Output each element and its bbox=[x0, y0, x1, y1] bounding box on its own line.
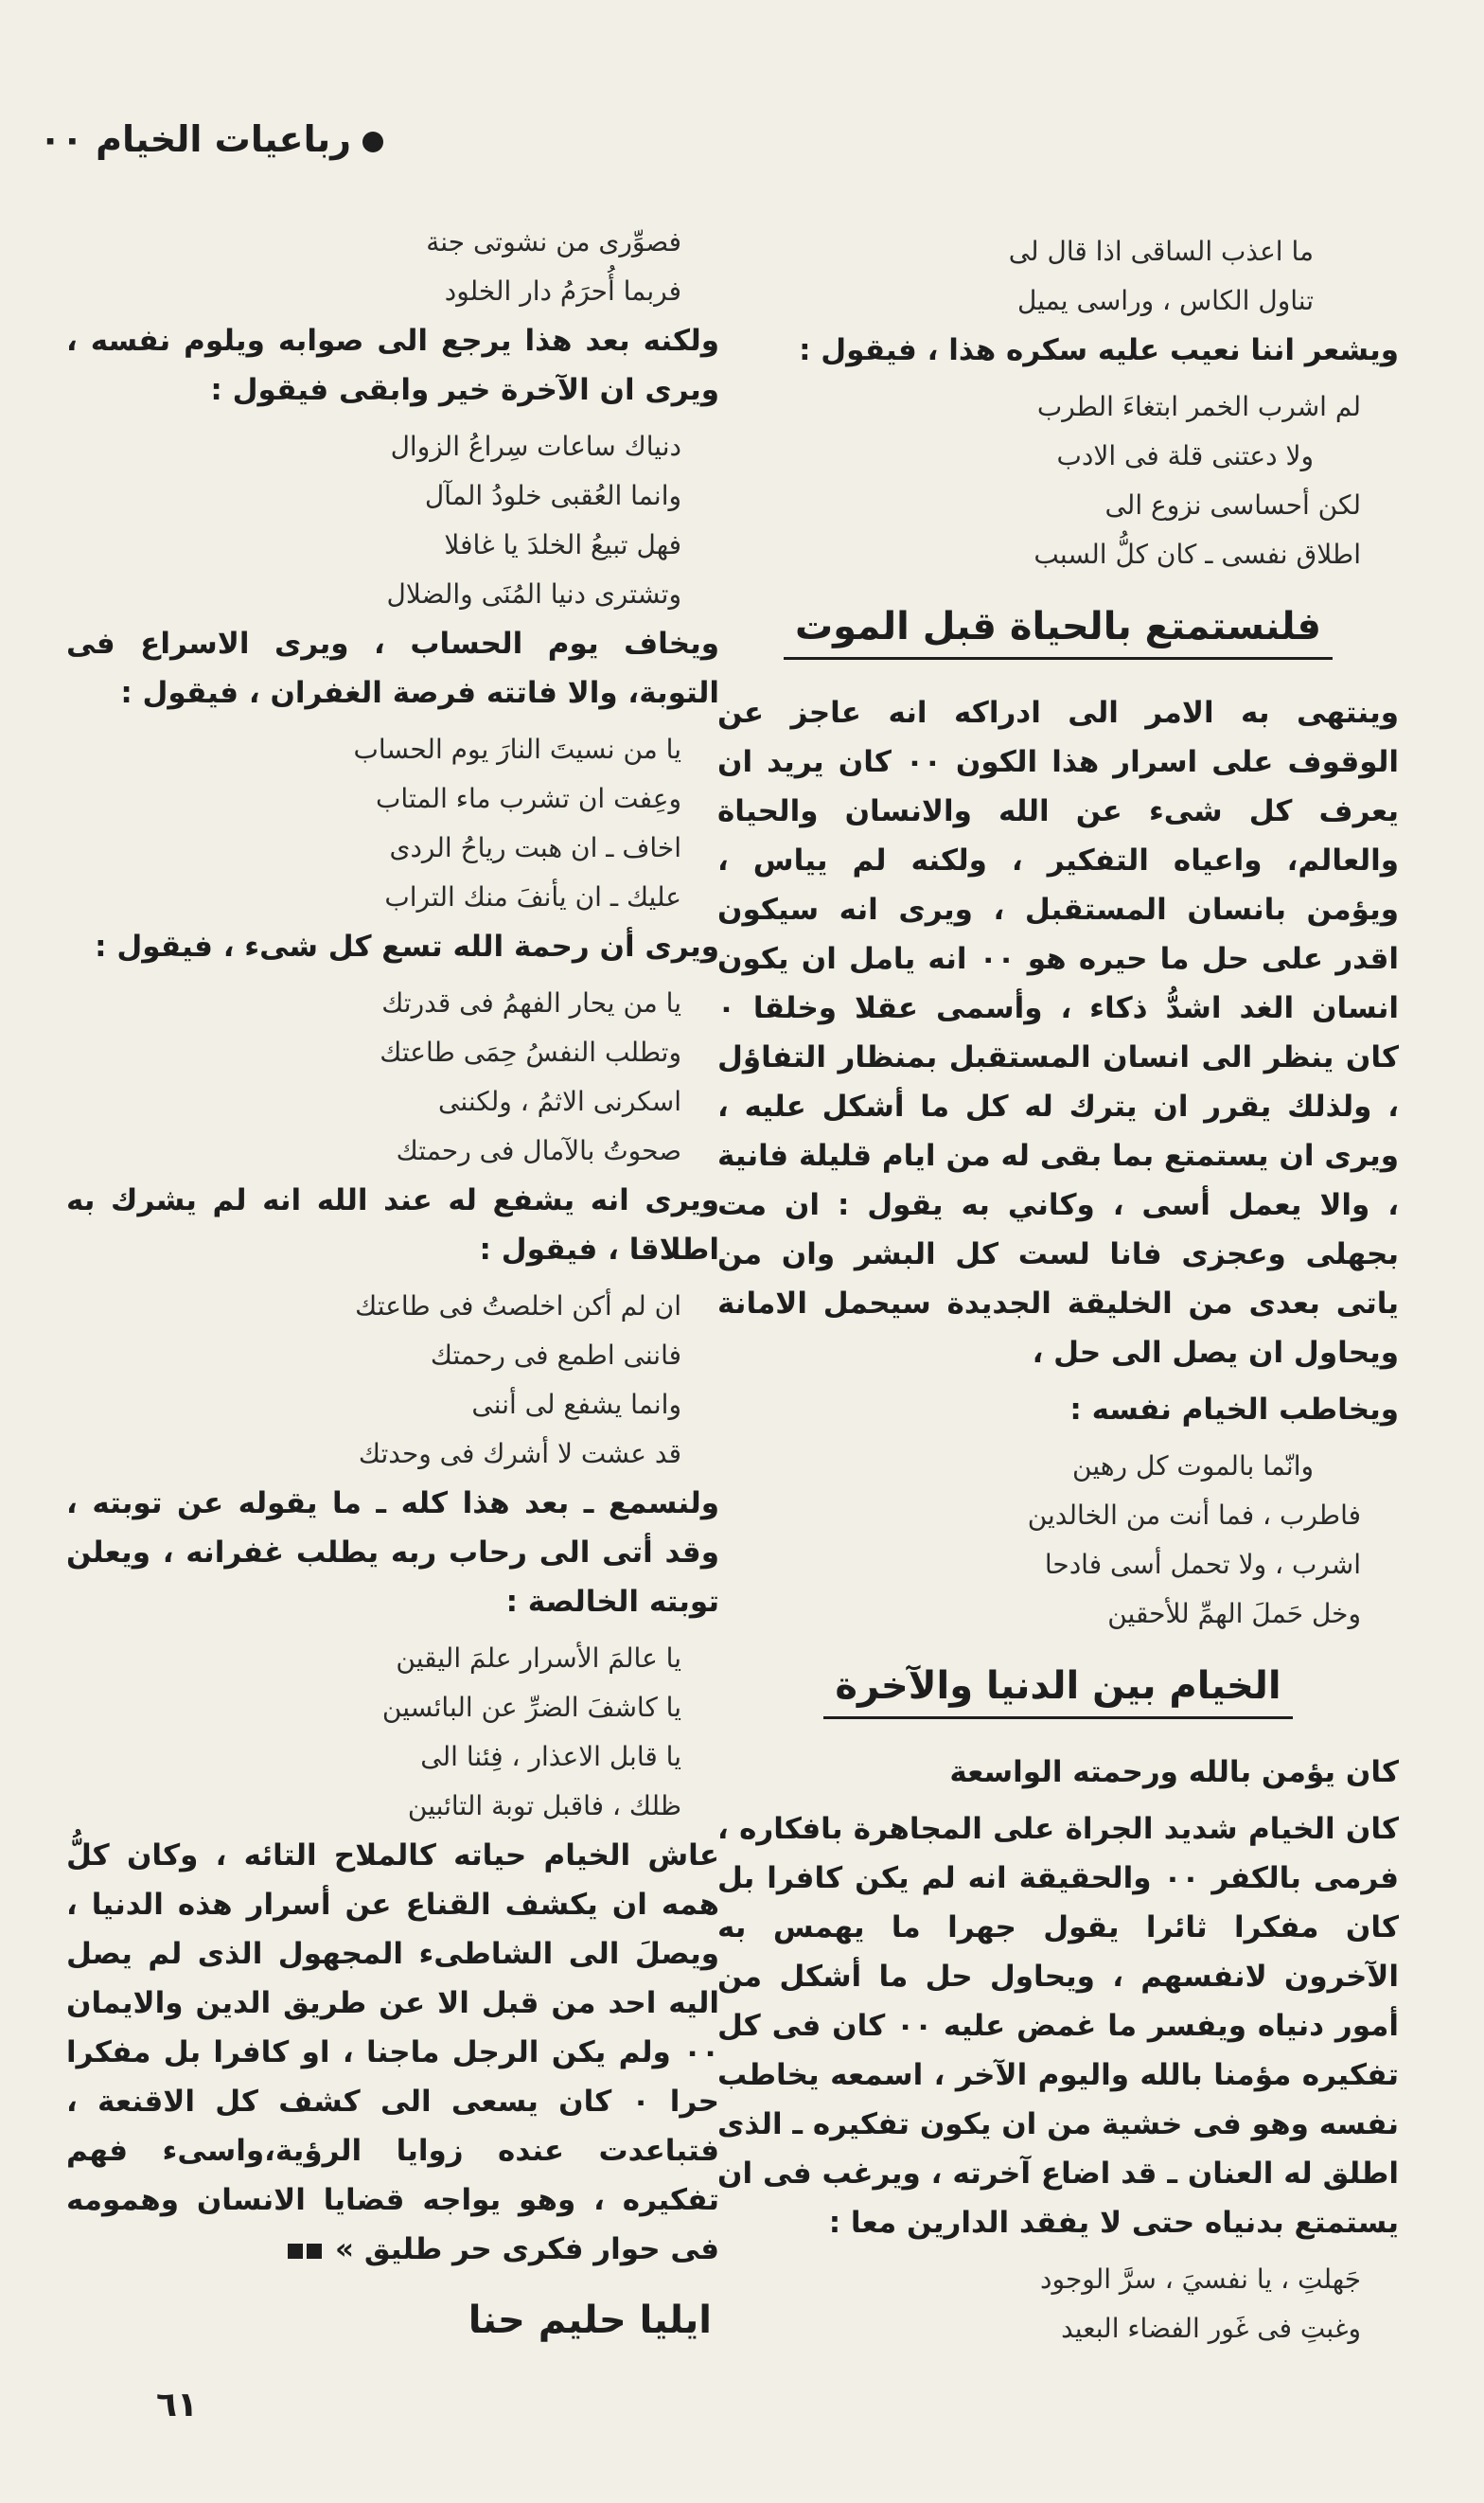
verse-line: جَهلتِ ، يا نفسيَ ، سرَّ الوجود bbox=[1040, 2263, 1361, 2295]
prose-paragraph: ويشعر اننا نعيب عليه سكره هذا ، فيقول : bbox=[799, 333, 1399, 367]
verse-line: يا قابل الاعذار ، فِئنا الى bbox=[420, 1741, 681, 1772]
prose-paragraph: ويخاف يوم الحساب ، ويرى الاسراع فى التوبة، والا فاتته فرصة الغفران ، فيقول : bbox=[66, 627, 719, 710]
verse-line: فاننى اطمع فى رحمتك bbox=[430, 1340, 681, 1371]
verse-line: وانّما بالموت كل رهين bbox=[1072, 1450, 1314, 1482]
verse-line: ما اعذب الساقى اذا قال لى bbox=[1008, 236, 1314, 267]
verse-line: فصوِّرى من نشوتى جنة bbox=[426, 226, 681, 257]
running-header bbox=[39, 118, 383, 160]
verse-line: اشرب ، ولا تحمل أسى فادحا bbox=[1044, 1549, 1361, 1580]
section-heading-world-and-hereafter: الخيام بين الدنيا والآخرة bbox=[717, 1660, 1399, 1719]
verse-line: يا عالمَ الأسرار علمَ اليقين bbox=[396, 1642, 681, 1674]
verse-line: اسكرنى الاثمُ ، ولكننى bbox=[438, 1086, 681, 1117]
verse-line: لم اشرب الخمر ابتغاءَ الطرب bbox=[1036, 391, 1361, 422]
verse-line: ظلك ، فاقبل توبة التائبين bbox=[407, 1790, 681, 1821]
prose-paragraph: كان يؤمن بالله ورحمته الواسعة bbox=[949, 1755, 1399, 1789]
verse-line: لكن أحساسى نزوع الى bbox=[1104, 489, 1361, 521]
right-column bbox=[717, 227, 1399, 2386]
verse-line: وانما العُقبى خلودُ المآل bbox=[424, 480, 681, 511]
verse-line: اخاف ـ ان هبت رياحُ الردى bbox=[389, 832, 681, 863]
verse-line: فهل تبيعُ الخلدَ يا غافلا bbox=[444, 529, 681, 560]
verse-line: دنياك ساعات سِراعُ الزوال bbox=[390, 431, 681, 462]
prose-paragraph: عاش الخيام حياته كالملاح التائه ، وكان كلُّ همه ان يكشف القناع عن أسرار هذه الدنيا ، ويصلَ الى الشاطىء المجهول الذى لم يصل اليه احد من قبل الا عن طريق الدين والايمان ٠٠ ولم يكن الرجل ماجنا ، او كافرا بل مفكرا حرا ٠ كان يسعى الى كشف كل الاقنعة ، فتباعدت عنده زوايا الرؤية،واسىء فهم تفكيره ، وهو يواجه قضايا الانسان وهمومه فى حوار فكرى حر طليق » bbox=[66, 1831, 719, 2274]
verse-line: فربما أُحرَمُ دار الخلود bbox=[444, 275, 681, 307]
verse-line: قد عشت لا أشرك فى وحدتك bbox=[358, 1438, 681, 1469]
verse-line: فاطرب ، فما أنت من الخالدين bbox=[1027, 1500, 1361, 1531]
prose-paragraph: ولكنه بعد هذا يرجع الى صوابه ويلوم نفسه ، ويرى ان الآخرة خير وابقى فيقول : bbox=[66, 324, 719, 407]
verse-line: وخل حَملَ الهمِّ للأحقين bbox=[1107, 1598, 1361, 1629]
verse-line: يا من يحار الفهمُ فى قدرتك bbox=[381, 987, 681, 1019]
verse-line: عليك ـ ان يأنفَ منك التراب bbox=[384, 881, 681, 913]
prose-paragraph: كان الخيام شديد الجراة على المجاهرة بافكاره ، فرمى بالكفر ٠٠ والحقيقة انه لم يكن كافرا بل كان مفكرا ثائرا يقول جهرا ما يهمس به الآخرون لانفسهم ، ويحاول حل ما أشكل من أمور دنياه ويفسر ما غمض عليه ٠٠ كان فى كل تفكيره مؤمنا بالله واليوم الآخر ، اسمعه يخاطب نفسه وهو فى خشية من ان يكون تفكيره ـ الذى اطلق له العنان ـ قد اضاع آخرته ، ويرغب فى ان يستمتع بدنياه حتى لا يفقد الدارين معا : bbox=[717, 1812, 1399, 2240]
verse-line: يا من نسيتَ النارَ يوم الحساب bbox=[353, 734, 681, 765]
left-column bbox=[66, 218, 719, 2376]
right-block-1 bbox=[717, 227, 1399, 579]
left-block-1 bbox=[66, 218, 719, 2274]
verse-line: وغبتِ فى غَور الفضاء البعيد bbox=[1061, 2313, 1361, 2344]
verse-line: وعِفت ان تشرب ماء المتاب bbox=[376, 783, 681, 814]
verse-line: ان لم أكن اخلصتُ فى طاعتك bbox=[355, 1290, 681, 1322]
verse-line: اطلاق نفسى ـ كان كلُّ السبب bbox=[1034, 539, 1361, 570]
verse-line: يا كاشفَ الضرِّ عن البائسين bbox=[381, 1692, 681, 1723]
prose-paragraph: ولنسمع ـ بعد هذا كله ـ ما يقوله عن توبته ، وقد أتى الى رحاب ربه يطلب غفرانه ، ويعلن توبته الخالصة : bbox=[66, 1486, 719, 1619]
verse-line: وتطلب النفسُ حِمَى طاعتك bbox=[380, 1037, 681, 1068]
running-title: رباعيات الخيام ٠٠ bbox=[39, 118, 351, 160]
prose-paragraph: ويرى أن رحمة الله تسع كل شىء ، فيقول : bbox=[95, 930, 719, 964]
verse-line: وتشترى دنيا المُنَى والضلال bbox=[386, 578, 681, 610]
section-heading-enjoy-life: فلنستمتع بالحياة قبل الموت bbox=[717, 600, 1399, 660]
right-block-2 bbox=[717, 688, 1399, 1639]
verse-line: صحوتُ بالآمال فى رحمتك bbox=[396, 1135, 681, 1166]
page-number: ٦١ bbox=[156, 2386, 198, 2424]
verse-line: ولا دعتنى قلة فى الادب bbox=[1056, 440, 1314, 471]
verse-line: تناول الكاس ، وراسى يميل bbox=[1016, 285, 1314, 316]
verse-line: وانما يشفع لى أننى bbox=[471, 1389, 681, 1420]
bullet-icon bbox=[362, 132, 383, 152]
end-of-article-icon bbox=[284, 2225, 322, 2274]
right-block-3 bbox=[717, 1748, 1399, 2353]
prose-paragraph: ويرى انه يشفع له عند الله انه لم يشرك به اطلاقا ، فيقول : bbox=[66, 1183, 719, 1267]
author-name: ايليا حليم حنا bbox=[468, 2299, 712, 2342]
prose-paragraph: ويخاطب الخيام نفسه : bbox=[1069, 1393, 1399, 1427]
prose-paragraph: وينتهى به الامر الى ادراكه انه عاجز عن الوقوف على اسرار هذا الكون ٠٠ كان يريد ان يعرف كل شىء عن الله والانسان والحياة والعالم، واعياه التفكير ، ولكنه لم يياس ، ويؤمن بانسان المستقبل ، ويرى انه سيكون اقدر على حل ما حيره هو ٠٠ انه يامل ان يكون انسان الغد اشدُّ ذكاء ، وأسمى عقلا وخلقا ٠ كان ينظر الى انسان المستقبل بمنظار التفاؤل ، ولذلك يقرر ان يترك له كل ما أشكل عليه ، ويرى ان يستمتع بما بقى له من ايام قليلة فانية ، والا يعمل أسى ، وكاني به يقول : ان مت بجهلى وعجزى فانا لست كل البشر وان من ياتى بعدى من الخليقة الجديدة سيحمل الامانة ويحاول ان يصل الى حل ، bbox=[717, 696, 1399, 1370]
